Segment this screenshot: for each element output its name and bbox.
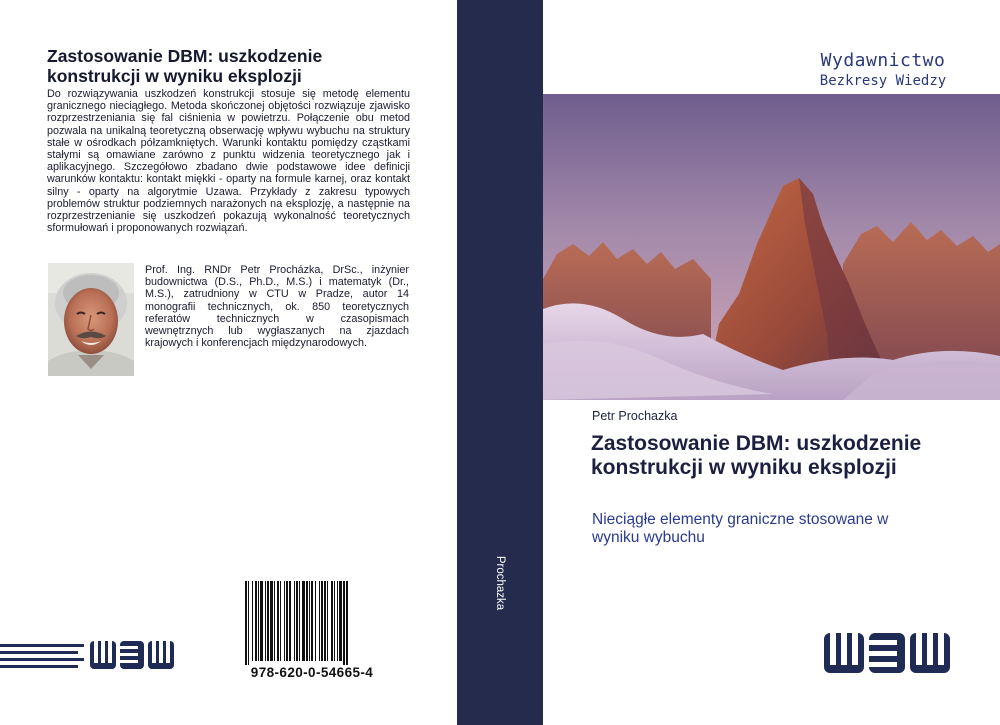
barcode-bar (334, 581, 335, 661)
back-cover-title: Zastosowanie DBM: uszkodzenie konstrukcji w wyniku eksplozji (47, 46, 323, 86)
barcode-bar (311, 581, 313, 661)
barcode-bar (280, 581, 281, 661)
front-author: Petr Prochazka (592, 409, 678, 423)
barcode-bar (267, 581, 269, 661)
barcode-bar (306, 581, 308, 661)
back-cover (0, 0, 457, 725)
barcode-bar (324, 581, 326, 661)
barcode-bar (248, 581, 249, 665)
wbw-logo-icon (824, 631, 954, 676)
barcode-bar (309, 581, 310, 661)
barcode-bar (260, 581, 263, 661)
barcode-bar (255, 581, 257, 661)
author-bio: Prof. Ing. RNDr Petr Procházka, DrSc., inżynier budownictwa (D.S., Ph.D., M.S.) i matematyk (Dr., M.S.), zatrudniony w CTU w Pradze, autor 14 monografii technicznych, ok. 850 teoretycznych referatów technicznych w czasopismach wewnętrznych lub wygłaszanych na zjazdach krajowych i konferencjach międzynarodowych. (145, 264, 409, 350)
publisher-name-line2: Bezkresy Wiedzy (819, 73, 947, 89)
barcode-bar (319, 581, 320, 661)
barcode-bar (270, 581, 273, 661)
barcode-bar (258, 581, 259, 661)
front-cover (543, 0, 1000, 725)
author-portrait-icon (48, 263, 134, 376)
isbn-number: 978-620-0-54665-4 (250, 665, 374, 680)
wbw-logo-icon (0, 637, 185, 673)
barcode-bar (337, 581, 338, 661)
barcode-bar (284, 581, 285, 661)
barcode-bar (321, 581, 323, 661)
barcode-bar (274, 581, 275, 661)
back-cover-blurb: Do rozwiązywania uszkodzeń konstrukcji stosuje się metodę elementu granicznego nieciągłego. Metoda skończonej objętości rozwiązuje zjawisko rozprzestrzeniania się fal ciśnienia w powietrzu. Połączenie obu metod pozwala na unikalną teoretyczną obserwację wpływu wybuchu na struktury stałe w ośrodkach półzamkniętych. Warunki kontaktu pomiędzy cząstkami stałymi są omawiane zarówno z punktu widzenia teoretycznego jak i aplikacyjnego. Szczegółowo zbadano dwie podstawowe idee definicji warunków kontaktu: kontakt miękki - oparty na formule karnej, oraz kontakt silny - oparty na algorytmie Uzawa. Przykłady z zakresu typowych problemów struktur podziemnych narażonych na eksplozję, a następnie na rozprzestrzenianie się uszkodzeń pokazują wykonalność teoretycznych sformułowań i proponowanych rozwiązań. (47, 88, 410, 235)
barcode-bar (289, 581, 291, 661)
barcode-bar (339, 581, 342, 661)
barcode-bar (277, 581, 279, 661)
barcode-bar (299, 581, 300, 661)
barcode-bar (343, 581, 345, 665)
barcode-bar (331, 581, 333, 661)
barcode-bar (302, 581, 305, 661)
barcode-bar (245, 581, 247, 665)
barcode-bar (252, 581, 253, 661)
spine-author: Prochazka (494, 555, 506, 611)
barcode-bar (265, 581, 266, 661)
barcode-bar (296, 581, 298, 661)
mountain-landscape-icon (543, 94, 1000, 400)
front-subtitle: Nieciągłe elementy graniczne stosowane w wyniku wybuchu (592, 511, 889, 546)
publisher-logo (808, 48, 958, 90)
publisher-name-line1: Wydawnictwo (820, 50, 946, 71)
barcode-bar (346, 581, 348, 665)
barcode (237, 577, 387, 687)
barcode-bar (315, 581, 316, 661)
barcode-icon (245, 581, 379, 665)
book-spine (457, 0, 543, 725)
barcode-bar (294, 581, 295, 661)
barcode-bar (286, 581, 288, 661)
front-title: Zastosowanie DBM: uszkodzenie konstrukcji w wyniku eksplozji (591, 432, 922, 479)
barcode-bar (327, 581, 328, 661)
